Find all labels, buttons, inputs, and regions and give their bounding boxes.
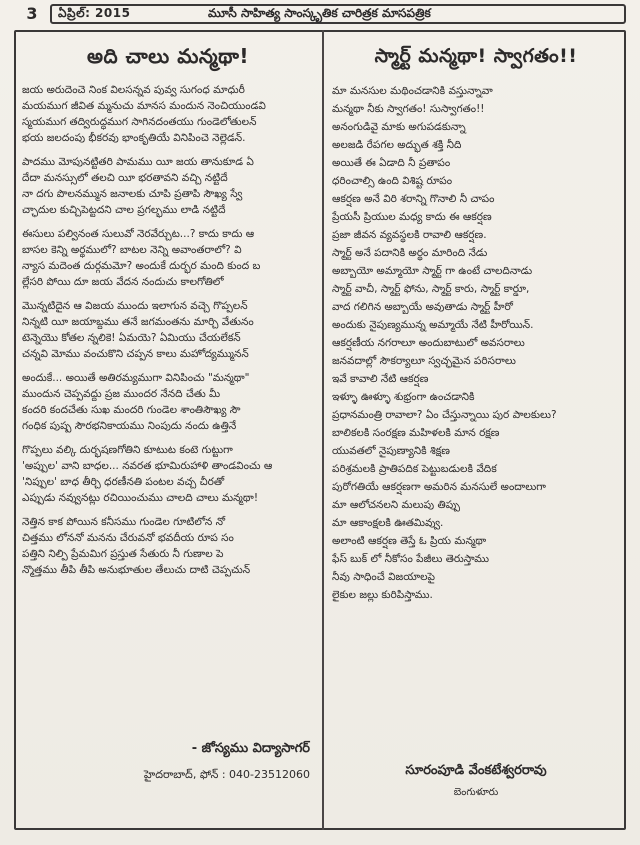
poem-line: బాసల కెన్ని అర్థములో? బాటల నెన్ని అవాంతరాలో? వి xyxy=(22,244,242,256)
poem-line: ఫేస్ బుక్ లో నీకోసం పేజీలు తెరుస్తాము xyxy=(332,553,489,565)
left-column xyxy=(22,36,314,586)
poem-line: మొన్నటిదైన ఆ విజయ ముందు ఇలాగున వచ్చె గొప్పలన్ xyxy=(22,300,248,312)
poem-line: స్మయముగ తద్విరుద్ధముగ సాగినదంతయు గుండెలోతులన్ xyxy=(22,116,257,128)
column-divider xyxy=(322,30,324,830)
right-article-body xyxy=(332,82,620,604)
poem-line: భయ జలదంపు భీకరవు భాంకృతియే వినిపించె నెల్లెడన్. xyxy=(22,132,246,144)
poem-line: 'అప్పుల' వాని బాధల... నవరత భూమిరుహాళి తాండవించు ఆ xyxy=(22,460,273,472)
poem-line: మయముగ జీవిత మ్మనుచు మానస మందున నెంచియుండవి xyxy=(22,100,266,112)
poem-line: ఇవే కావాలి నేటి ఆకర్షణ xyxy=(332,373,429,385)
left-article-title: అది చాలు మన్మథా! xyxy=(86,44,250,68)
poem-line: ప్రేయసీ ప్రియుల మధ్య కాదు ఈ ఆకర్షణ xyxy=(332,211,492,223)
poem-line: ల్లేసరి పోయి దూ జయ వేదన నందుచు కాలగోతిలో xyxy=(22,276,224,288)
poem-line: అలజడి రేపగల అద్భుత శక్తి నీది xyxy=(332,139,462,151)
poem-stanza xyxy=(22,226,314,290)
poem-line: ప్రజా జీవన వ్యవస్థలకి రావాలి ఆకర్షణ. xyxy=(332,229,487,241)
poem-line: దేదా మనస్సులో తలచి యీ భరతావని వచ్చి నట్టిదే xyxy=(22,172,228,184)
poem-line: చిత్తము లోననో మనను చేరువనో భవదీయ రూప సం xyxy=(22,532,234,544)
poem-line: న్మొత్తము తీపి తీపి అనుభూతుల తేలుచు దాటి చెప్పచున్ xyxy=(22,564,251,576)
poem-line: ఆకర్షణ అనే విరి శరాన్ని గొనాలి నీ చాపం xyxy=(332,193,495,205)
poem-stanza xyxy=(22,82,314,146)
poem-stanza xyxy=(22,370,314,434)
left-article-body xyxy=(22,82,314,578)
poem-line: జయ అరుదెంచె నింక విలసన్నవ పువ్వ సుగంధ మాధురీ xyxy=(22,84,245,96)
poem-line: జనవదాల్లో సౌకర్యాలూ స్వచ్ఛమైన పరిసరాలు xyxy=(332,355,516,367)
poem-line: ఇళ్ళూ ఊళ్ళూ శుభ్రంగా ఉంచడానికి xyxy=(332,391,475,403)
poem-line: ధరించాల్సి ఉంది విశిష్ట రూపం xyxy=(332,175,453,187)
poem-line: నిన్నటి యీ జయాబ్దము తనే జగమంతను మార్చి వేతునం xyxy=(22,316,254,328)
page-header xyxy=(14,2,626,26)
poem-line: టెన్నెయొ కోతల న్నలికె! ఏమయె? ఏమియు చేయలేకన్ xyxy=(22,332,241,344)
poem-stanza xyxy=(22,154,314,218)
poem-line: కందరి కందచేతు సుఖ మందరి గుండెల శాంతిసౌఖ్య సౌ xyxy=(22,404,241,416)
poem-line: చ్ఛాదుల కుచ్చిపెట్టదని చాల ప్రగల్భము లాడి నట్టిదే xyxy=(22,204,226,216)
poem-line: మా ఆలోచనలని మలుపు తిప్పు xyxy=(332,499,461,511)
poem-line: పత్తిని నిల్పి ప్రేమమిగ ప్రస్తుత సేతురు నీ గుణాల పె xyxy=(22,548,224,560)
poem-line: గంధిక పుష్ప సౌరభనికాయము నింపుదు నందు ఉత్తినే xyxy=(22,420,237,432)
poem-line: ప్రధానమంత్రి రావాలా? ఏం చేస్తున్నాయి పుర పాలకులు? xyxy=(332,409,557,421)
poem-line: మన్మథా నీకు స్వాగతం! సుస్వాగతం!! xyxy=(332,103,485,115)
poem-line: 'నిప్పుల' బాధ తీర్చి ధరణీనతి పంటల వచ్చ చీరతో xyxy=(22,476,225,488)
poem-line: ఈసులు పల్వినంత సులువో నెరవేర్చుట...? కాదు కాదు ఆ xyxy=(22,228,255,240)
poem-line: అలాంటి ఆకర్షణ తెస్తే ఓ ప్రియ మన్మథా xyxy=(332,535,487,547)
poem-line: స్మార్ట్ వాచీ, స్మార్ట్ ఫోను, స్మార్ట్ కారు, స్మార్ట్ కార్డూ, xyxy=(332,283,530,295)
right-author-place: బెంగుళూరు xyxy=(453,787,499,798)
poem-line: నా దగు పొలనమ్మున జనాలకు చూపి ప్రతాపి సౌఖ్య స్వే xyxy=(22,188,243,200)
poem-line: లైకుల జల్లు కురిపిస్తాము. xyxy=(332,589,433,601)
right-column xyxy=(332,36,620,604)
page-number: 3 xyxy=(26,4,38,23)
poem-stanza xyxy=(22,298,314,362)
poem-line: న్యాస మదెంత దుర్గమమో? అందుకే దుర్భర మంది కుంద బ xyxy=(22,260,261,272)
poem-line: యువతలో నైపుణ్యానికి శిక్షణ xyxy=(332,445,450,457)
header-banner xyxy=(50,4,626,24)
poem-line: పరిశ్రమలకి ప్రాతిపదిక పెట్టుబడులకి వేదిక xyxy=(332,463,497,475)
poem-line: పాదము మోపునట్టితరి పామము యీ జయ తానుకూడ ఏ xyxy=(22,156,254,168)
poem-stanza xyxy=(22,514,314,578)
poem-line: పురోగతియే ఆకర్షణగా అమరిన మనసులే అందాలుగా xyxy=(332,481,546,493)
poem-line: చన్నవి మోము వంచుకొని చప్పన కాలు మహోద్యమ్మునన్ xyxy=(22,348,249,360)
magazine-name: మూసీ సాహిత్య సాంస్కృతిక చారిత్రక మాసపత్రిక xyxy=(208,5,431,20)
poem-line: అందుకు నైపుణ్యమున్న అమ్మాయే నేటి హీరోయిన్. xyxy=(332,319,534,331)
poem-line: వాద గలిగిన అబ్బాయే అవుతాడు స్మార్ట్ హీరో xyxy=(332,301,513,313)
poem-line: గొప్పలు వల్కి దుర్భషణగోతిని కూటుట కంటె గుట్టుగా xyxy=(22,444,233,456)
poem-line: అబ్బాయో అమ్మాయో స్మార్ట్ గా ఉంటే చాలదినాడు xyxy=(332,265,533,277)
poem-line: బాలికలకి సంరక్షణ మహిళలకి మాన రక్షణ xyxy=(332,427,500,439)
left-author-place: హైదరాబాద్, ఫోన్ : 040-23512060 xyxy=(143,768,310,781)
left-author-name: - జోస్యము విద్యాసాగర్ xyxy=(191,741,310,756)
right-author-name: సూరంపూడి వేంకటేశ్వరరావు xyxy=(405,763,547,778)
poem-line: మా ఆకాంక్షలకి ఊతమివ్వు. xyxy=(332,517,444,529)
issue-date: ఏప్రిల్: 2015 xyxy=(58,5,131,20)
poem-line: ఆకర్షణీయ నగరాలూ అందుబాటులో అవసరాలు xyxy=(332,337,525,349)
left-article-signature xyxy=(50,740,310,786)
poem-line: ముందున చెప్పవద్దు ప్రజ ముందర నేనది చేతు మీ xyxy=(22,388,221,400)
right-article-signature xyxy=(332,762,620,804)
poem-line: స్మార్ట్ అనే పదానికి అర్థం మారింది నేడు xyxy=(332,247,488,259)
poem-line: ఎప్పుడు నవ్వునట్లు రచియించుము చాలది చాలు మన్మథా! xyxy=(22,492,259,504)
poem-line: మా మనసుల మథించడానికి వస్తున్నావా xyxy=(332,85,493,97)
poem-line: అనంగుడివై మాకు అగుపడకున్నా xyxy=(332,121,466,133)
poem-line: అందుకే... అయితే అతిరమ్యముగా వినిపించు "మన్మథా" xyxy=(22,372,250,384)
poem-stanza xyxy=(22,442,314,506)
right-article-title: స్మార్ట్ మన్మథా! స్వాగతం!! xyxy=(374,45,578,67)
poem-line: నీవు సాధించే విజయాలపై xyxy=(332,571,435,583)
poem-line: అయితే ఈ ఏడాది నీ ప్రతాపం xyxy=(332,157,451,169)
poem-line: నెత్తిన కాక పోయిన కనీసము గుండెల గూటిలోన నో xyxy=(22,516,226,528)
